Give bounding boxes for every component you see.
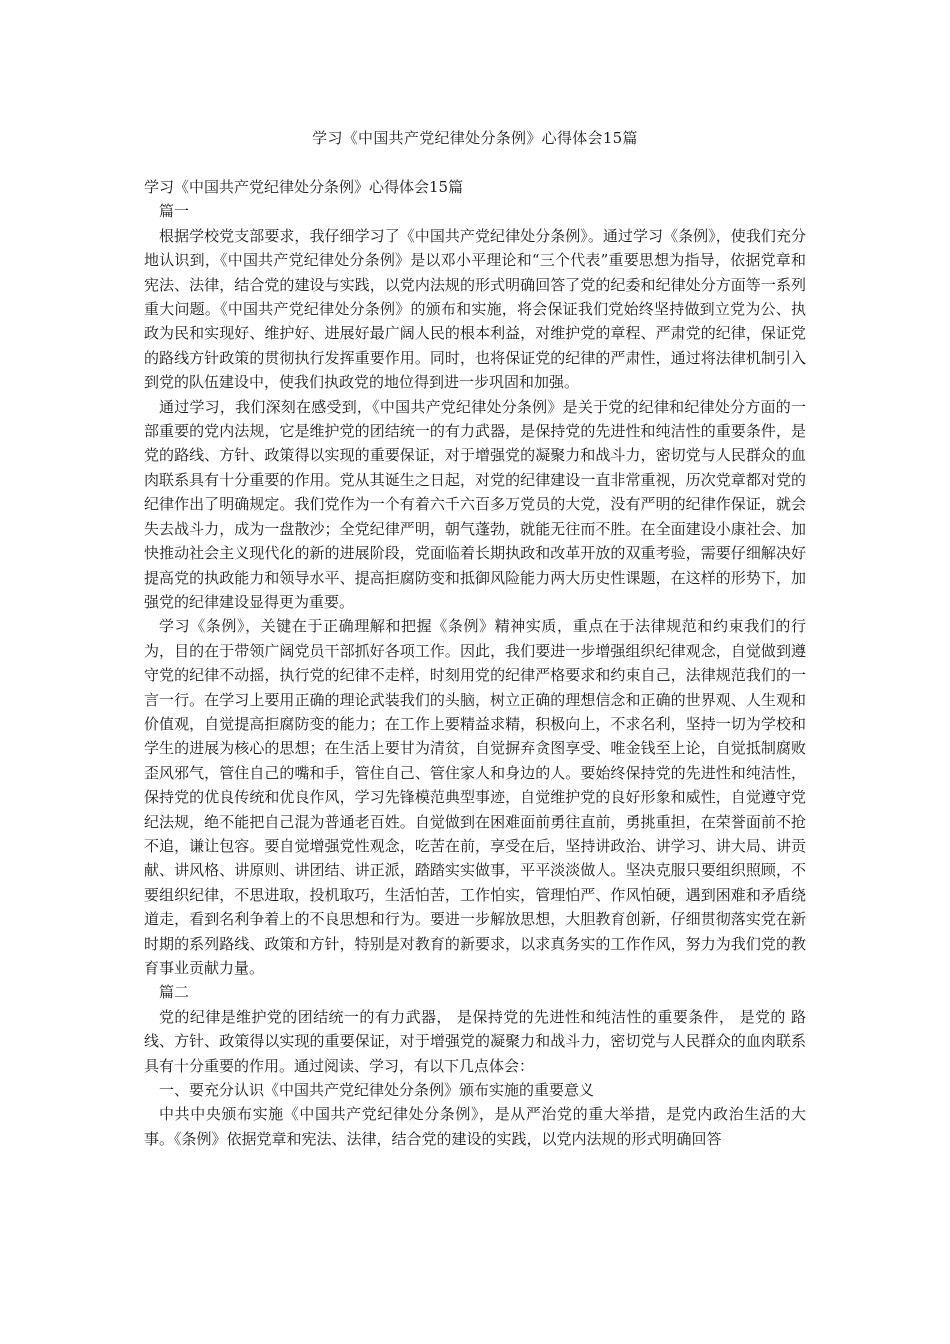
document-body (144, 175, 806, 1151)
document-subtitle: 学习《中国共产党纪律处分条例》心得体会15篇 (144, 178, 464, 196)
paragraph: 中共中央颁布实施《中国共产党纪律处分条例》，是从严治党的重大举措，是党内政治生活的大事。《条例》依据党章和宪法、法律，结合党的建设的实践，以党内法规的形式明确回答 (144, 1105, 806, 1148)
paragraph: 党的纪律是维护党的团结统一的有力武器， 是保持党的先进性和纯洁性的重要条件， 是党的 路线、方针、政策得以实现的重要保证，对于增强党的凝聚力和战斗力，密切党与人民群众的血肉联系具有十分重要的作用。通过阅读、学习，有以下几点体会： (144, 1007, 806, 1075)
document-title: 学习《中国共产党纪律处分条例》心得体会15篇 (312, 129, 638, 147)
numbered-heading: 一、要充分认识《中国共产党纪律处分条例》颁布实施的重要意义 (159, 1081, 595, 1100)
section-heading-1: 篇一 (159, 202, 190, 221)
paragraph: 根据学校党支部要求，我仔细学习了《中国共产党纪律处分条例》。通过学习《条例》，使我们充分地认识到，《中国共产党纪律处分条例》是以邓小平理论和“三个代表”重要思想为指导，依据党章和宪法、法律，结合党的建设与实践，以党内法规的形式明确回答了党的纪委和纪律处分方面等一系列重大问题。《中国共产党纪律处分条例》的颁布和实施，将会保证我们党始终坚持做到立党为公、执政为民和实现好、维护好、进展好最广阔人民的根本利益，对维护党的章程、严肃党的纪律，保证党的路线方针政策的贯彻执行发挥重要作用。同时，也将保证党的纪律的严肃性，通过将法律机制引入到党的队伍建设中，使我们执政党的地位得到进一步巩固和加强。 (144, 226, 806, 392)
paragraph: 通过学习，我们深刻在感受到，《中国共产党纪律处分条例》是关于党的纪律和纪律处分方面的一部重要的党内法规，它是维护党的团结统一的有力武器，是保持党的先进性和纯洁性的重要条件，是党的路线、方针、政策得以实现的重要保证，对于增强党的凝聚力和战斗力，密切党与人民群众的血肉联系具有十分重要的作用。党从其诞生之日起，对党的纪律建设一直非常重视，历次党章都对党的纪律作出了明确规定。我们党作为一个有着六千六百多万党员的大党，没有严明的纪律作保证，就会失去战斗力，成为一盘散沙；全党纪律严明，朝气蓬勃，就能无往而不胜。在全面建设小康社会、加快推动社会主义现代化的新的进展阶段，党面临着长期执政和改革开放的双重考验，需要仔细解决好提高党的执政能力和领导水平、提高拒腐防变和抵御风险能力两大历史性课题，在这样的形势下，加强党的纪律建设显得更为重要。 (144, 397, 806, 611)
section-heading-2: 篇二 (159, 983, 190, 1002)
paragraph: 学习《条例》，关键在于正确理解和把握《条例》精神实质，重点在于法律规范和约束我们的行为，目的在于带领广阔党员干部抓好各项工作。因此，我们要进一步增强组织纪律观念，自觉做到遵守党的纪律不动摇，执行党的纪律不走样，时刻用党的纪律严格要求和约束自己，法律规范我们的一言一行。在学习上要用正确的理论武装我们的头脑，树立正确的理想信念和正确的世界观、人生观和价值观，自觉提高拒腐防变的能力；在工作上要精益求精，积极向上，不求名利，坚持一切为学校和学生的进展为核心的思想；在生活上要甘为清贫，自觉摒弃贪图享受、唯金钱至上论，自觉抵制腐败歪风邪气，管住自己的嘴和手，管住自己、管住家人和身边的人。要始终保持党的先进性和纯洁性，保持党的优良传统和优良作风，学习先锋模范典型事迹，自觉维护党的良好形象和威性，自觉遵守党纪法规，绝不能把自己混为普通老百姓。自觉做到在困难面前勇往直前，勇挑重担，在荣誉面前不抢不追，谦让包容。要自觉增强党性观念，吃苦在前，享受在后，坚持讲政治、讲学习、讲大局、讲贡献、讲风格、讲原则、讲团结、讲正派，踏踏实实做事，平平淡淡做人。坚决克服只要组织照顾，不要组织纪律，不思进取，投机取巧，生活怕苦，工作怕实，管理怕严、作风怕硬，遇到困难和矛盾绕道走，看到名利争着上的不良思想和行为。要进一步解放思想，大胆教育创新，仔细贯彻落实党在新时期的系列路线、政策和方针，特别是对教育的新要求，以求真务实的工作作风，努力为我们党的教育事业贡献力量。 (144, 617, 806, 977)
